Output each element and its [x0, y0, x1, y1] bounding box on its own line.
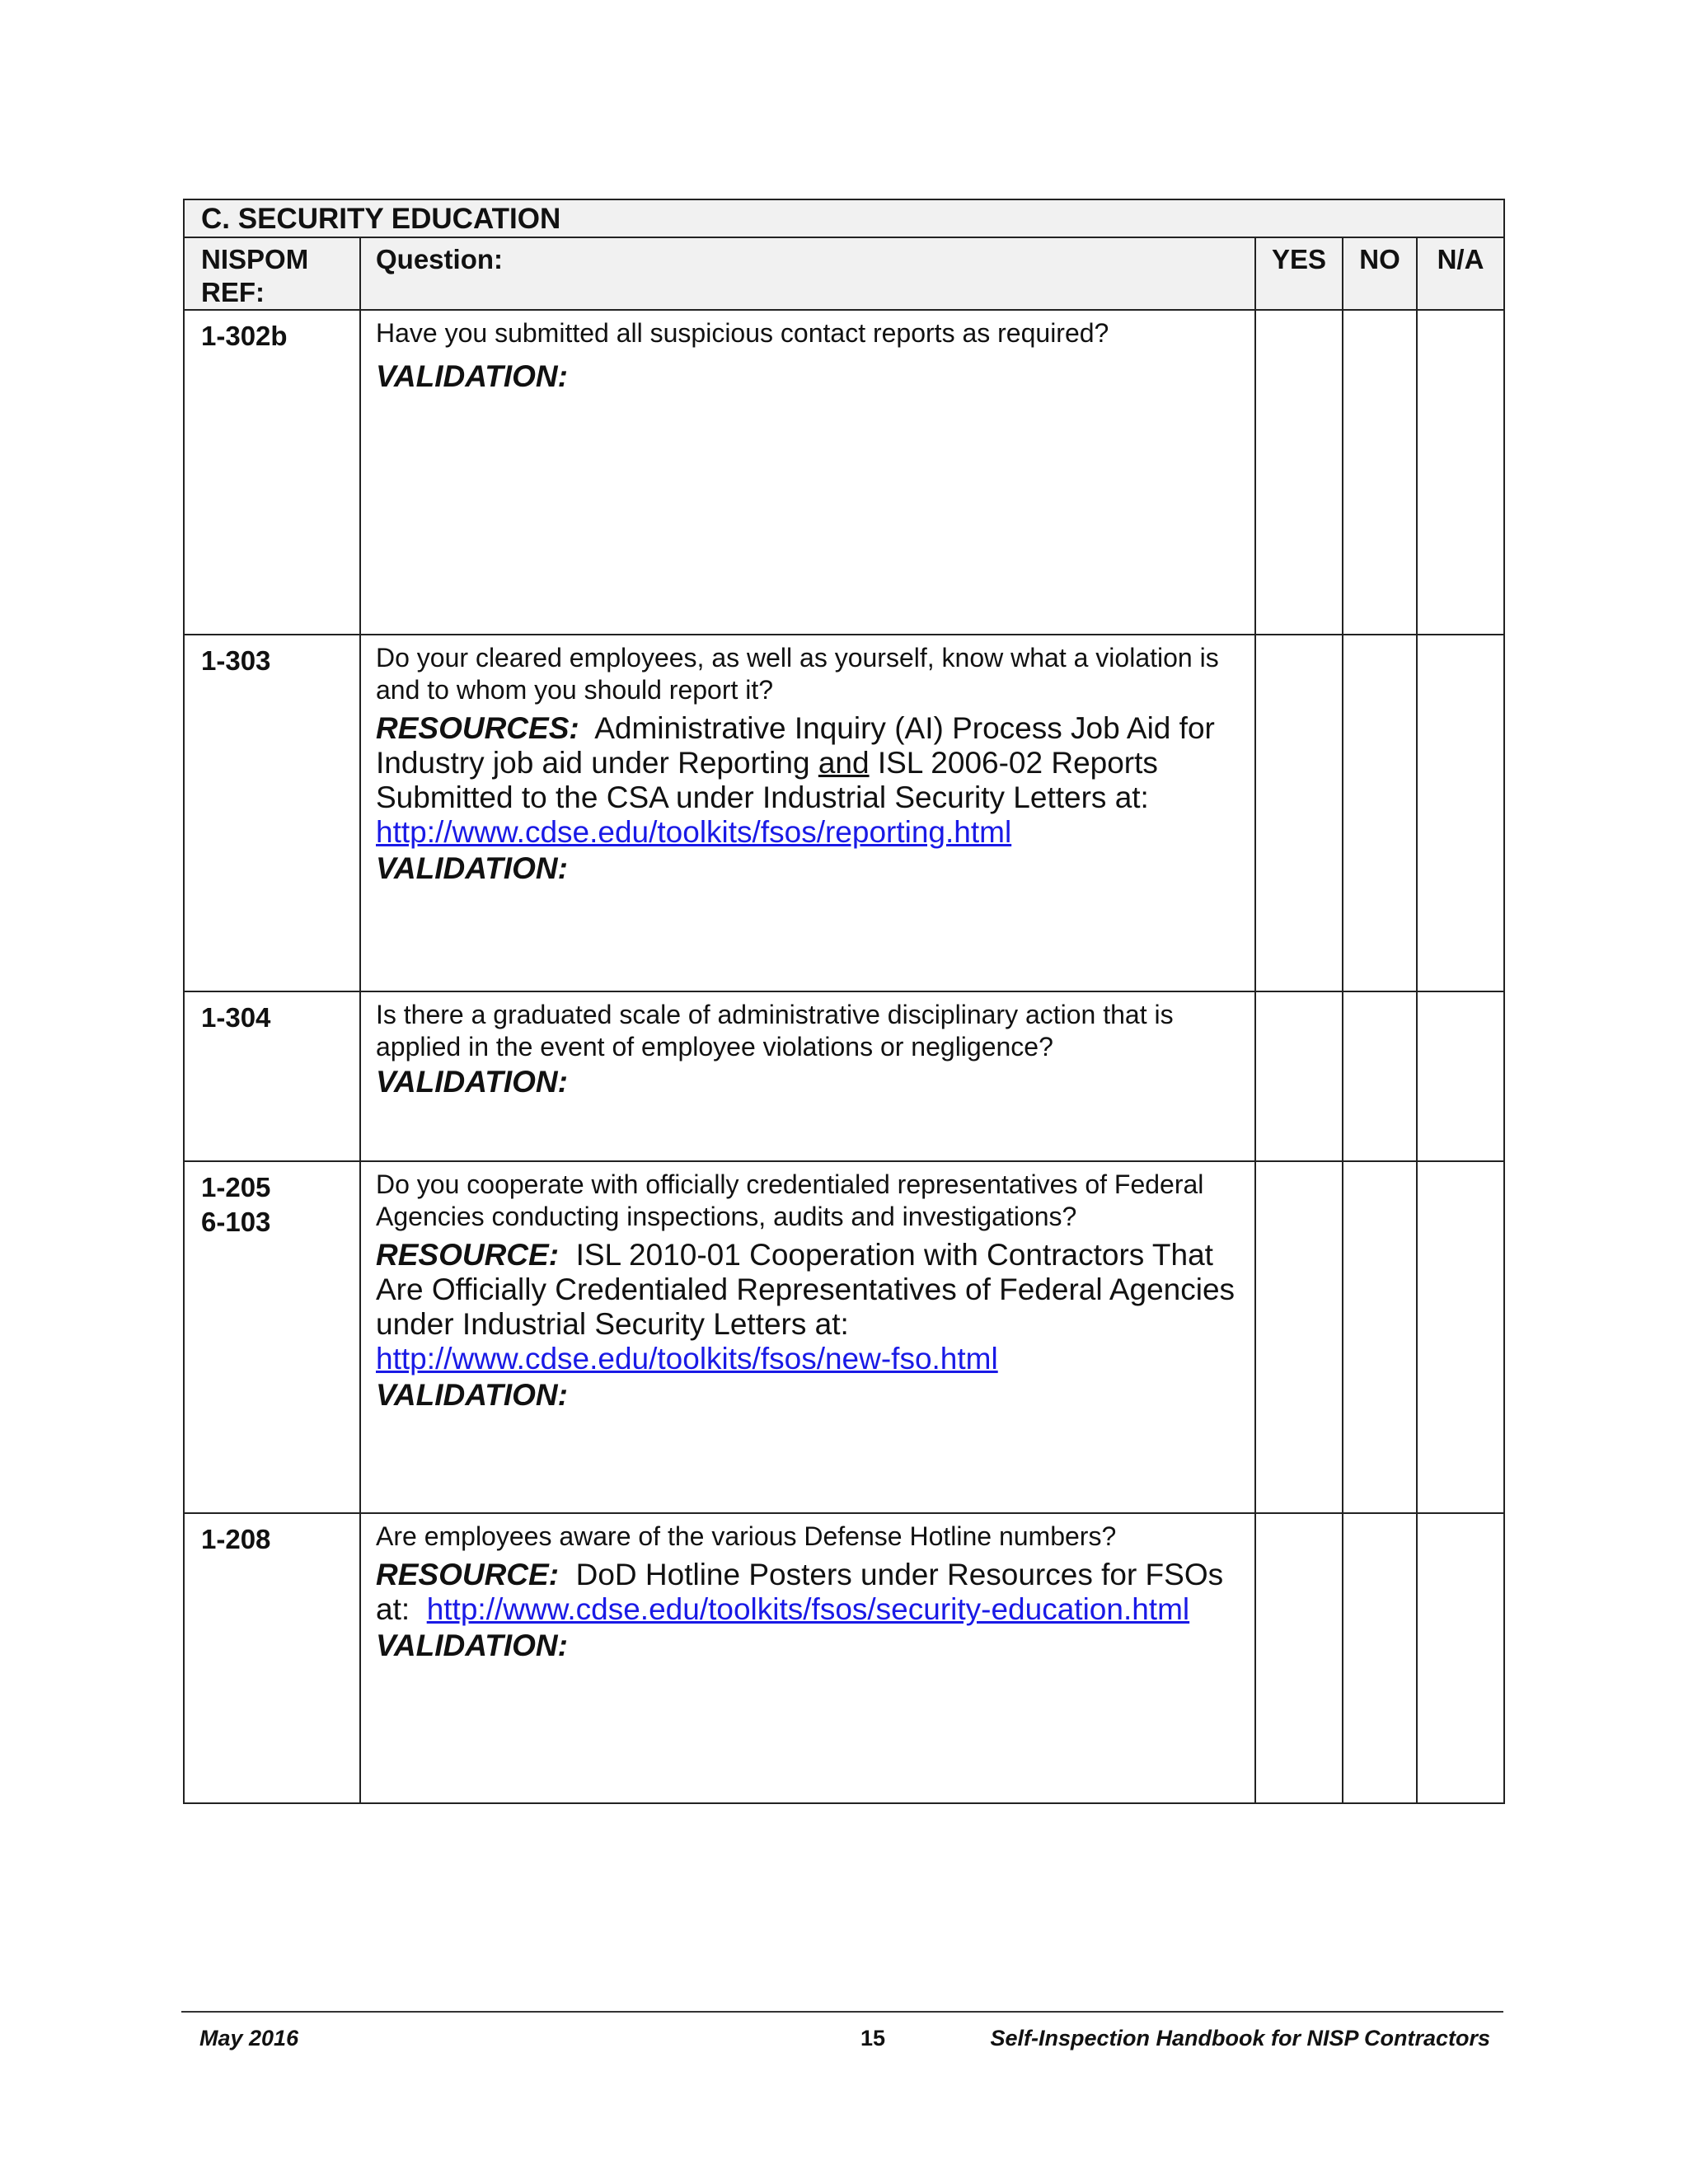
footer-document-title: Self-Inspection Handbook for NISP Contractors	[990, 2026, 1490, 2050]
na-answer-cell[interactable]	[1417, 1161, 1504, 1513]
na-header: N/A	[1417, 237, 1504, 310]
checklist-row-1-302b	[184, 310, 1504, 635]
row-ref: 1-304	[184, 991, 360, 1161]
checklist-row-1-304	[184, 991, 1504, 1161]
yes-answer-cell[interactable]	[1255, 635, 1343, 991]
question-header: Question:	[360, 237, 1255, 310]
resource-text: ISL 2010-01 Cooperation with Contractors That Are Officially Credentialed Representatives of Federal Agencies under Industrial Security Letters at:	[376, 1238, 1236, 1341]
resource-label: RESOURCE:	[376, 1558, 560, 1591]
row-ref: 1-303	[184, 635, 360, 991]
column-header-row	[184, 237, 1504, 310]
row-ref: 1-205	[201, 1172, 271, 1202]
na-answer-cell[interactable]	[1417, 991, 1504, 1161]
section-title: C. SECURITY EDUCATION	[184, 199, 1504, 237]
row-question-cell	[360, 991, 1255, 1161]
checklist-row-1-205	[184, 1161, 1504, 1513]
resource-link[interactable]: http://www.cdse.edu/toolkits/fsos/reporting.html	[376, 815, 1012, 849]
validation-label: VALIDATION:	[376, 1378, 568, 1412]
footer-divider	[181, 2011, 1503, 2013]
checklist-row-1-303	[184, 635, 1504, 991]
section-title-row	[184, 199, 1504, 237]
row-question-cell	[360, 1161, 1255, 1513]
resource-text: DoD Hotline Posters under Resources for FSOs at:	[376, 1558, 1224, 1626]
yes-answer-cell[interactable]	[1255, 1161, 1343, 1513]
resource-link[interactable]: http://www.cdse.edu/toolkits/fsos/security-education.html	[426, 1592, 1190, 1626]
row-ref: 1-208	[184, 1513, 360, 1803]
question-text: Do you cooperate with officially credentialed representatives of Federal Agencies conducting inspections, audits and investigations?	[376, 1169, 1204, 1231]
question-text: Do your cleared employees, as well as yourself, know what a violation is and to whom you should report it?	[376, 643, 1219, 705]
na-answer-cell[interactable]	[1417, 310, 1504, 635]
validation-label: VALIDATION:	[376, 1065, 568, 1099]
resource-text-b: ISL 2006-02 Reports Submitted to the CSA under Industrial Security Letters at:	[376, 746, 1158, 814]
question-text: Are employees aware of the various Defense Hotline numbers?	[376, 1521, 1117, 1551]
footer-date: May 2016	[199, 2026, 299, 2050]
yes-answer-cell[interactable]	[1255, 1513, 1343, 1803]
row-question-cell	[360, 1513, 1255, 1803]
yes-header: YES	[1255, 237, 1343, 310]
row-ref: 1-302b	[184, 310, 360, 635]
resource-link[interactable]: http://www.cdse.edu/toolkits/fsos/new-fso.html	[376, 1342, 998, 1376]
nispom-ref-header	[184, 237, 360, 310]
validation-label: VALIDATION:	[376, 359, 568, 393]
row-ref-cell	[184, 1161, 360, 1513]
no-answer-cell[interactable]	[1343, 1513, 1417, 1803]
no-answer-cell[interactable]	[1343, 635, 1417, 991]
validation-label: VALIDATION:	[376, 851, 568, 885]
yes-answer-cell[interactable]	[1255, 991, 1343, 1161]
footer-page-number: 15	[860, 2026, 886, 2050]
question-text: Is there a graduated scale of administrative disciplinary action that is applied in the event of employee violations or negligence?	[376, 1000, 1174, 1062]
resource-text-a: Administrative Inquiry (AI) Process Job Aid for Industry job aid under Reporting	[376, 711, 1215, 780]
no-header: NO	[1343, 237, 1417, 310]
resource-and: and	[818, 746, 870, 780]
row-question-cell	[360, 310, 1255, 635]
security-education-checklist-table	[183, 199, 1505, 1804]
resource-block	[376, 711, 1240, 850]
resource-label: RESOURCE:	[376, 1238, 560, 1272]
nispom-ref-header-line2: REF:	[201, 277, 265, 307]
no-answer-cell[interactable]	[1343, 1161, 1417, 1513]
na-answer-cell[interactable]	[1417, 635, 1504, 991]
yes-answer-cell[interactable]	[1255, 310, 1343, 635]
validation-label: VALIDATION:	[376, 1629, 568, 1662]
no-answer-cell[interactable]	[1343, 310, 1417, 635]
no-answer-cell[interactable]	[1343, 991, 1417, 1161]
na-answer-cell[interactable]	[1417, 1513, 1504, 1803]
checklist-row-1-208	[184, 1513, 1504, 1803]
row-question-cell	[360, 635, 1255, 991]
nispom-ref-header-line1: NISPOM	[201, 244, 309, 274]
question-text: Have you submitted all suspicious contact reports as required?	[376, 318, 1109, 348]
resource-block	[376, 1238, 1240, 1376]
resource-label: RESOURCES:	[376, 711, 579, 745]
row-ref-secondary: 6-103	[201, 1207, 271, 1237]
resource-block	[376, 1558, 1240, 1627]
